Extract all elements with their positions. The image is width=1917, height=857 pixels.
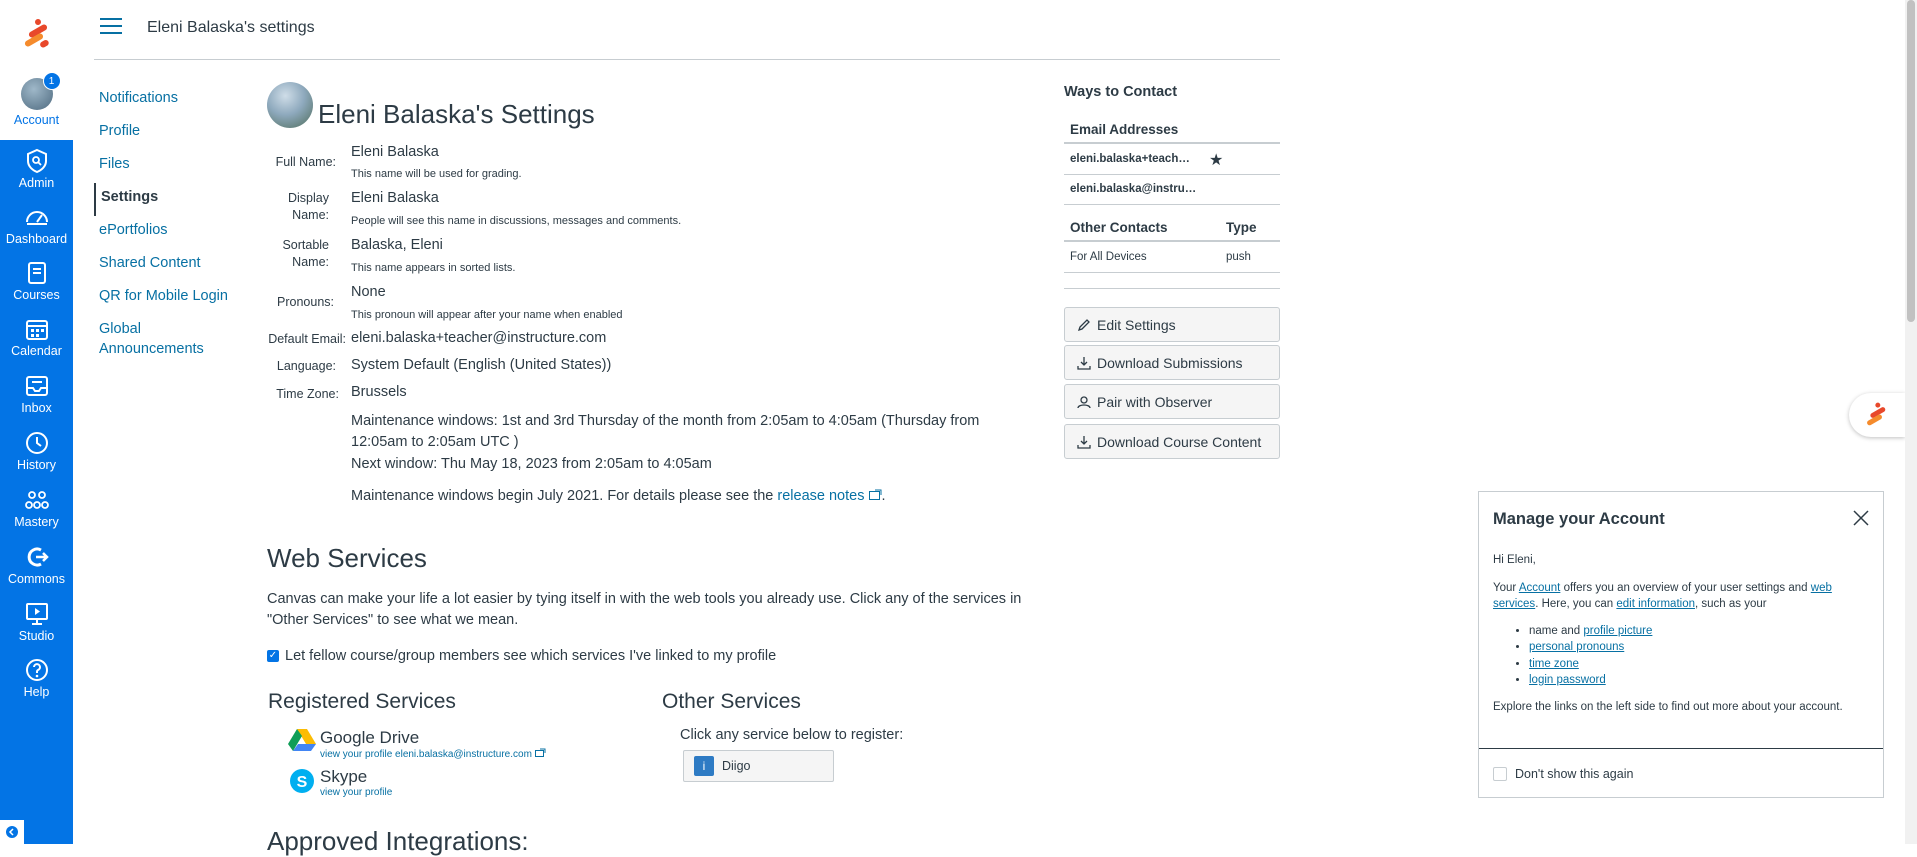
nav-label: Admin — [18, 176, 55, 190]
next-window-text: Next window: Thu May 18, 2023 from 2:05am to 4:05am — [351, 456, 712, 472]
diigo-service-button[interactable] — [683, 750, 834, 782]
profile-picture-link[interactable]: profile picture — [1583, 624, 1653, 637]
list-item — [1529, 639, 1871, 656]
header-divider — [94, 59, 1280, 60]
sortable-name-value: Balaska, Eleni — [351, 237, 443, 253]
account-features-list — [1529, 623, 1871, 689]
close-button[interactable] — [1853, 506, 1869, 532]
registered-service-google-drive — [288, 728, 546, 760]
hamburger-menu-button[interactable] — [100, 18, 122, 36]
canvas-logo[interactable] — [0, 0, 73, 68]
download-course-content-label: Download Course Content — [1097, 433, 1262, 450]
default-email-label: Default Email: — [268, 332, 346, 346]
download-icon — [1077, 356, 1091, 370]
clock-icon — [24, 430, 50, 456]
other-contacts-header — [1064, 216, 1280, 242]
hamburger-line — [100, 32, 122, 34]
display-name-hint: People will see this name in discussions, messages and comments. — [351, 215, 682, 227]
type-label: Type — [1226, 220, 1257, 235]
dialog-paragraph — [1493, 580, 1871, 613]
list-item — [1529, 656, 1871, 673]
notification-badge: 1 — [43, 72, 61, 90]
nav-label: Help — [23, 685, 50, 699]
pair-with-observer-button[interactable] — [1064, 384, 1280, 419]
full-name-hint: This name will be used for grading. — [351, 168, 522, 180]
sidebar-item-qr-login[interactable]: QR for Mobile Login — [99, 288, 228, 304]
pair-with-observer-label: Pair with Observer — [1097, 393, 1213, 410]
sortable-name-label: Sortable Name: — [282, 238, 329, 269]
time-zone-link[interactable]: time zone — [1529, 657, 1579, 670]
svg-text:S: S — [296, 774, 308, 791]
nav-label: Commons — [8, 572, 65, 586]
service-link-label: view your profile eleni.balaska@instructure.com — [320, 749, 532, 760]
pronouns-hint: This pronoun will appear after your name when enabled — [351, 309, 623, 321]
sidebar-item-files[interactable]: Files — [99, 156, 130, 172]
service-name: Skype — [320, 767, 368, 786]
external-link-icon — [869, 489, 882, 500]
account-label: Account — [13, 113, 60, 127]
registered-services-heading: Registered Services — [268, 690, 456, 713]
text: offers you an overview of your user settings and — [1563, 581, 1808, 594]
other-services-hint: Click any service below to register: — [680, 727, 904, 743]
nav-label: Courses — [13, 288, 60, 302]
nav-label: Inbox — [21, 401, 52, 415]
service-link[interactable]: view your profile — [320, 787, 393, 798]
sidebar-item-profile[interactable]: Profile — [99, 123, 141, 139]
maintenance-notes: Maintenance windows begin July 2021. For details please see the release notes . — [351, 488, 886, 504]
inbox-icon — [24, 373, 50, 399]
skype-icon — [288, 767, 316, 795]
ways-to-contact-heading: Ways to Contact — [1064, 84, 1178, 100]
language-value: System Default (English (United States)) — [351, 357, 612, 373]
time-zone-value: Brussels — [351, 384, 407, 400]
hamburger-line — [100, 18, 122, 20]
list-item — [1529, 623, 1871, 640]
personal-pronouns-link[interactable]: personal pronouns — [1529, 641, 1625, 653]
external-link-icon — [535, 748, 546, 757]
nav-label: Calendar — [11, 344, 62, 358]
calendar-icon — [24, 316, 50, 342]
canvas-logo-icon — [1863, 401, 1891, 429]
nav-label: Dashboard — [5, 232, 68, 246]
show-services-label: Let fellow course/group members see which services I've linked to my profile — [285, 648, 777, 664]
other-services-heading: Other Services — [662, 690, 801, 713]
email-address: eleni.balaska+teach… — [1070, 153, 1190, 165]
text: name and — [1529, 624, 1581, 637]
collapse-nav-button[interactable] — [0, 820, 24, 844]
text: Your — [1493, 581, 1517, 594]
dialog-body — [1493, 552, 1871, 715]
maintenance-begin-text: Maintenance windows begin July 2021. For details please see the — [351, 488, 774, 504]
web-services-description: Canvas can make your life a lot easier by tying itself in with the web tools you already use. Click any of the services in "Other Services" to see what we mean. — [267, 591, 1022, 628]
dont-show-checkbox[interactable] — [1493, 767, 1507, 781]
release-notes-link[interactable] — [777, 488, 881, 504]
mastery-icon — [24, 487, 50, 513]
service-name: Google Drive — [320, 728, 420, 747]
contact-type: push — [1226, 251, 1251, 263]
text: , such as your — [1695, 598, 1767, 610]
canvas-logo-icon — [20, 17, 54, 51]
time-zone-label: Time Zone: — [276, 387, 339, 401]
release-notes-label: release notes — [777, 488, 865, 504]
sidebar-item-settings[interactable]: Settings — [94, 183, 254, 216]
registered-service-skype — [288, 767, 392, 798]
global-nav-admin[interactable] — [0, 148, 73, 204]
dashboard-icon — [24, 204, 50, 230]
show-services-checkbox-row[interactable] — [267, 648, 776, 664]
page-scrollbar[interactable] — [1905, 0, 1917, 844]
email-row[interactable] — [1064, 175, 1280, 205]
nav-label: Studio — [18, 629, 55, 643]
global-nav-mastery[interactable] — [0, 487, 73, 543]
display-name-label: Display Name: — [288, 191, 329, 222]
profile-avatar[interactable] — [267, 82, 313, 128]
global-nav-courses[interactable] — [0, 260, 73, 316]
maintenance-text: Maintenance windows: 1st and 3rd Thursday of the month from 2:05am to 4:05am (Thursday from 12:05am to 2:05am UTC ) — [351, 413, 980, 450]
list-item — [1529, 672, 1871, 689]
help-icon — [24, 657, 50, 683]
email-address: eleni.balaska@instru… — [1070, 183, 1197, 195]
pronouns-value: None — [351, 284, 386, 300]
dont-show-label: Don't show this again — [1515, 766, 1634, 781]
dialog-paragraph: Explore the links on the left side to find out more about your account. — [1493, 700, 1843, 713]
global-nav-inbox[interactable] — [0, 373, 73, 429]
download-course-content-button[interactable] — [1064, 424, 1280, 459]
service-name: Diigo — [722, 759, 751, 773]
global-nav-commons[interactable] — [0, 544, 73, 600]
commons-icon — [24, 544, 50, 570]
contact-name: For All Devices — [1070, 251, 1147, 263]
studio-icon — [24, 601, 50, 627]
greeting: Hi Eleni, — [1493, 554, 1536, 566]
nav-label: History — [17, 458, 56, 472]
edit-settings-label: Edit Settings — [1097, 316, 1176, 333]
google-drive-icon — [288, 728, 316, 752]
web-services-link[interactable]: web services — [1493, 581, 1832, 610]
contact-row — [1064, 243, 1280, 273]
dialog-title: Manage your Account — [1493, 510, 1665, 528]
observer-icon — [1077, 395, 1091, 409]
sortable-name-hint: This name appears in sorted lists. — [351, 262, 516, 274]
avatar — [21, 78, 53, 110]
global-nav-studio[interactable] — [0, 601, 73, 657]
hamburger-line — [100, 25, 122, 27]
sidebar-item-shared-content[interactable]: Shared Content — [99, 255, 201, 271]
full-name-label: Full Name: — [275, 155, 336, 169]
approved-integrations-heading: Approved Integrations: — [267, 826, 529, 856]
sidebar-item-notifications[interactable]: Notifications — [99, 90, 178, 106]
default-email-value: eleni.balaska+teacher@instructure.com — [351, 330, 607, 346]
text: . Here, you can — [1535, 598, 1614, 610]
global-nav-account[interactable] — [0, 68, 73, 140]
canvas-assistant-button[interactable] — [1849, 393, 1905, 437]
other-contacts-label: Other Contacts — [1070, 220, 1168, 235]
email-row[interactable] — [1064, 145, 1280, 175]
courses-icon — [24, 260, 50, 286]
display-name-value: Eleni Balaska — [351, 190, 439, 206]
global-nav-dashboard[interactable] — [0, 204, 73, 260]
sidebar-item-global-announcements[interactable]: Global Announcements — [99, 321, 204, 357]
service-link[interactable] — [320, 748, 546, 760]
global-nav — [0, 0, 73, 844]
global-nav-calendar[interactable] — [0, 316, 73, 372]
edit-settings-button[interactable] — [1064, 307, 1280, 342]
download-submissions-label: Download Submissions — [1097, 354, 1243, 371]
shield-icon — [24, 148, 50, 174]
page-title: Eleni Balaska's Settings — [318, 99, 595, 129]
dialog-footer — [1479, 748, 1883, 798]
account-link[interactable]: Account — [1518, 581, 1561, 594]
breadcrumb: Eleni Balaska's settings — [147, 19, 315, 36]
pronouns-label: Pronouns: — [277, 295, 334, 309]
global-nav-help[interactable] — [0, 657, 73, 713]
divider — [1064, 288, 1280, 289]
show-services-checkbox[interactable]: ✓ — [268, 650, 278, 661]
email-addresses-header: Email Addresses — [1064, 118, 1280, 144]
collapse-icon — [5, 825, 19, 839]
language-label: Language: — [276, 359, 336, 373]
sidebar-item-eportfolios[interactable]: ePortfolios — [99, 222, 168, 238]
user-settings-nav — [94, 84, 254, 363]
star-icon: ★ — [1209, 152, 1224, 169]
scrollbar-thumb[interactable] — [1907, 0, 1915, 322]
nav-label: Mastery — [14, 515, 59, 529]
download-submissions-button[interactable] — [1064, 345, 1280, 380]
download-icon — [1077, 435, 1091, 449]
close-icon — [1853, 510, 1869, 526]
global-nav-history[interactable] — [0, 430, 73, 486]
full-name-value: Eleni Balaska — [351, 144, 439, 160]
manage-account-dialog — [1478, 491, 1884, 798]
login-password-link[interactable]: login password — [1529, 674, 1606, 686]
pencil-icon — [1077, 318, 1091, 332]
diigo-icon: i — [694, 756, 714, 776]
edit-information-link[interactable]: edit information — [1616, 598, 1695, 610]
web-services-heading: Web Services — [267, 543, 427, 573]
